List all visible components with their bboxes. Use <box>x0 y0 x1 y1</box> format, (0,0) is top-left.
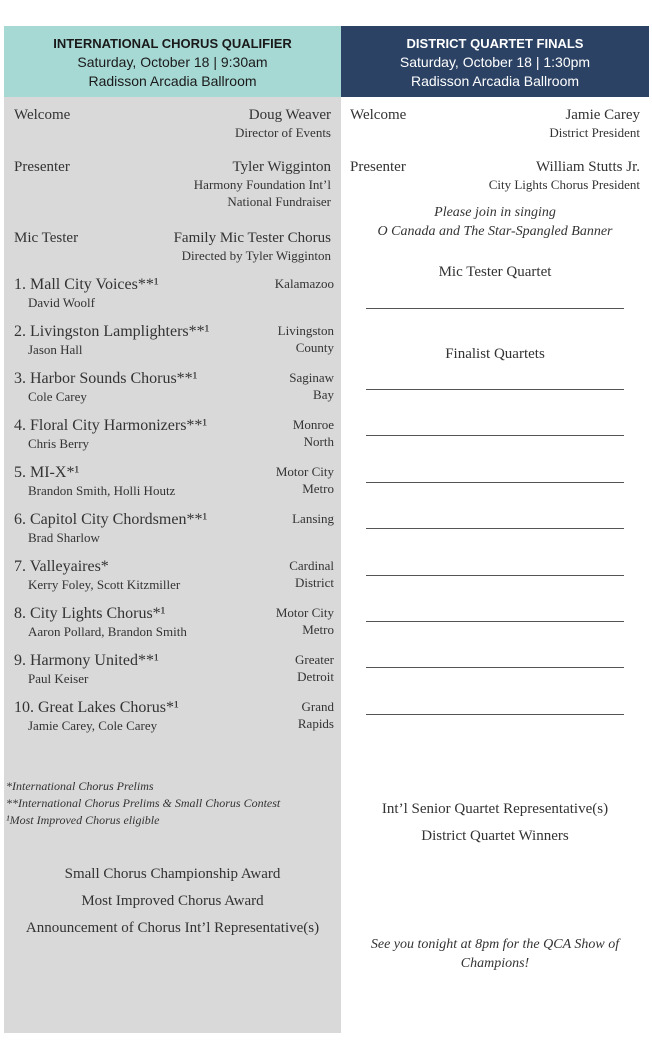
chorus-name: 8. City Lights Chorus*¹ <box>14 605 166 622</box>
chorus-city-line-2: North <box>303 434 334 449</box>
chorus-entry <box>14 463 334 499</box>
finalist-blank-line <box>366 389 624 390</box>
chorus-entry <box>14 275 334 311</box>
welcome-name: Doug Weaver <box>248 107 331 123</box>
mic-tester-person <box>174 230 331 264</box>
quartet-finals-title: DISTRICT QUARTET FINALS <box>406 36 584 51</box>
chorus-entry <box>14 322 334 358</box>
chorus-city <box>298 698 334 732</box>
chorus-entry <box>14 651 334 687</box>
finalist-quartets-heading: Finalist Quartets <box>445 346 545 362</box>
award-most-improved: Most Improved Chorus Award <box>81 893 264 909</box>
anthem-invitation <box>341 203 649 241</box>
chorus-qualifier-date: Saturday, October 18 | 9:30am <box>77 54 268 70</box>
quartet-finals-date: Saturday, October 18 | 1:30pm <box>399 54 591 70</box>
closing-message: See you tonight at 8pm for the QCA Show of Champions! <box>370 937 620 971</box>
anthem-line-2: O Canada and The Star-Spangled Banner <box>377 224 613 239</box>
closing-announcements <box>341 796 649 850</box>
finalist-blank-line <box>366 621 624 622</box>
chorus-director: Brandon Smith, Holli Houtz <box>28 483 176 498</box>
chorus-entry <box>14 557 334 593</box>
chorus-director: Aaron Pollard, Brandon Smith <box>28 624 187 639</box>
chorus-city-line-1: Monroe <box>292 417 334 432</box>
welcome-title: District President <box>549 125 640 140</box>
footnote-prelims: *International Chorus Prelims <box>6 779 154 793</box>
chorus-city-line-2: Detroit <box>297 669 334 684</box>
chorus-city <box>289 557 334 591</box>
quartet-finals-column <box>341 26 649 1033</box>
chorus-director: Kerry Foley, Scott Kitzmiller <box>28 577 181 592</box>
award-representative: Announcement of Chorus Int’l Representative(s) <box>25 920 320 936</box>
chorus-city-line-1: Motor City <box>275 464 334 479</box>
chorus-city-line-1: Lansing <box>292 511 334 526</box>
chorus-qualifier-column <box>4 26 341 1033</box>
chorus-director: Jamie Carey, Cole Carey <box>28 718 158 733</box>
chorus-city <box>276 604 334 638</box>
chorus-entry <box>14 510 334 546</box>
chorus-city <box>293 416 334 450</box>
chorus-city-line-1: Motor City <box>275 605 334 620</box>
chorus-director: Brad Sharlow <box>28 530 100 545</box>
footnotes <box>6 778 280 829</box>
mic-tester-quartet: Mic Tester Quartet <box>438 264 552 280</box>
chorus-city <box>275 275 334 292</box>
finalist-blank-line <box>366 714 624 715</box>
mic-tester-blank-line <box>366 308 624 309</box>
awards-list <box>4 861 341 942</box>
chorus-city <box>292 510 334 527</box>
presenter-title-1: Harmony Foundation Int’l <box>193 177 331 192</box>
welcome-person <box>549 107 640 141</box>
chorus-city-line-1: Livingston <box>277 323 334 338</box>
chorus-city-line-1: Kalamazoo <box>274 276 334 291</box>
presenter-name: Tyler Wigginton <box>232 159 331 175</box>
chorus-city <box>276 463 334 497</box>
chorus-qualifier-header <box>4 26 341 97</box>
presenter-label: Presenter <box>350 159 406 175</box>
chorus-name: 9. Harmony United**¹ <box>14 652 159 669</box>
chorus-name: 5. MI-X*¹ <box>14 464 80 481</box>
chorus-director: David Woolf <box>28 295 95 310</box>
chorus-city-line-2: Bay <box>313 387 334 402</box>
chorus-city-line-1: Grand <box>301 699 334 714</box>
chorus-name: 10. Great Lakes Chorus*¹ <box>14 699 179 716</box>
quartet-finals-header <box>341 26 649 97</box>
chorus-director: Paul Keiser <box>28 671 89 686</box>
welcome-person <box>235 107 331 141</box>
chorus-qualifier-venue: Radisson Arcadia Ballroom <box>88 73 257 89</box>
chorus-city-line-1: Saginaw <box>289 370 334 385</box>
presenter-person <box>489 159 640 193</box>
chorus-entry <box>14 698 334 734</box>
presenter-name: William Stutts Jr. <box>536 159 640 175</box>
chorus-director: Jason Hall <box>28 342 83 357</box>
chorus-city-line-2: Metro <box>302 481 334 496</box>
presenter-label: Presenter <box>14 159 70 175</box>
finalist-blank-line <box>366 575 624 576</box>
chorus-entry <box>14 416 334 452</box>
welcome-name: Jamie Carey <box>565 107 640 123</box>
presenter-title: City Lights Chorus President <box>488 177 640 192</box>
chorus-city-line-1: Greater <box>295 652 334 667</box>
chorus-city-line-2: County <box>295 340 334 355</box>
chorus-entry <box>14 604 334 640</box>
finalist-blank-line <box>366 528 624 529</box>
district-quartet-winners: District Quartet Winners <box>421 828 569 844</box>
anthem-line-1: Please join in singing <box>434 205 556 220</box>
finalist-blank-line <box>366 435 624 436</box>
senior-quartet-representative: Int’l Senior Quartet Representative(s) <box>381 801 609 817</box>
chorus-city-line-2: Metro <box>302 622 334 637</box>
chorus-city <box>295 651 334 685</box>
chorus-city-line-1: Cardinal <box>289 558 334 573</box>
mic-tester-name: Family Mic Tester Chorus <box>173 230 331 246</box>
chorus-name: 6. Capitol City Chordsmen**¹ <box>14 511 208 528</box>
chorus-director: Chris Berry <box>28 436 90 451</box>
chorus-city <box>278 322 334 356</box>
footnote-small-chorus: **International Chorus Prelims & Small Chorus Contest <box>6 796 281 810</box>
presenter-person <box>194 159 331 210</box>
presenter-title-2: National Fundraiser <box>227 194 331 209</box>
finalist-blank-line <box>366 482 624 483</box>
mic-tester-title: Directed by Tyler Wigginton <box>181 248 331 263</box>
chorus-city-line-2: Rapids <box>297 716 334 731</box>
chorus-name: 7. Valleyaires* <box>14 558 109 575</box>
chorus-city-line-2: District <box>295 575 334 590</box>
quartet-finals-venue: Radisson Arcadia Ballroom <box>410 73 580 89</box>
finalist-blank-line <box>366 667 624 668</box>
chorus-name: 4. Floral City Harmonizers**¹ <box>14 417 208 434</box>
mic-tester-label: Mic Tester <box>14 230 79 246</box>
chorus-qualifier-title: INTERNATIONAL CHORUS QUALIFIER <box>53 36 292 51</box>
chorus-name: 1. Mall City Voices**¹ <box>14 276 159 293</box>
footnote-most-improved: ¹Most Improved Chorus eligible <box>6 813 160 827</box>
award-small-chorus: Small Chorus Championship Award <box>64 866 281 882</box>
welcome-label: Welcome <box>350 107 407 123</box>
chorus-name: 3. Harbor Sounds Chorus**¹ <box>14 370 198 387</box>
chorus-entry <box>14 369 334 405</box>
chorus-city <box>289 369 334 403</box>
chorus-name: 2. Livingston Lamplighters**¹ <box>14 323 210 340</box>
welcome-title: Director of Events <box>234 125 331 140</box>
chorus-director: Cole Carey <box>28 389 87 404</box>
welcome-label: Welcome <box>14 107 71 123</box>
